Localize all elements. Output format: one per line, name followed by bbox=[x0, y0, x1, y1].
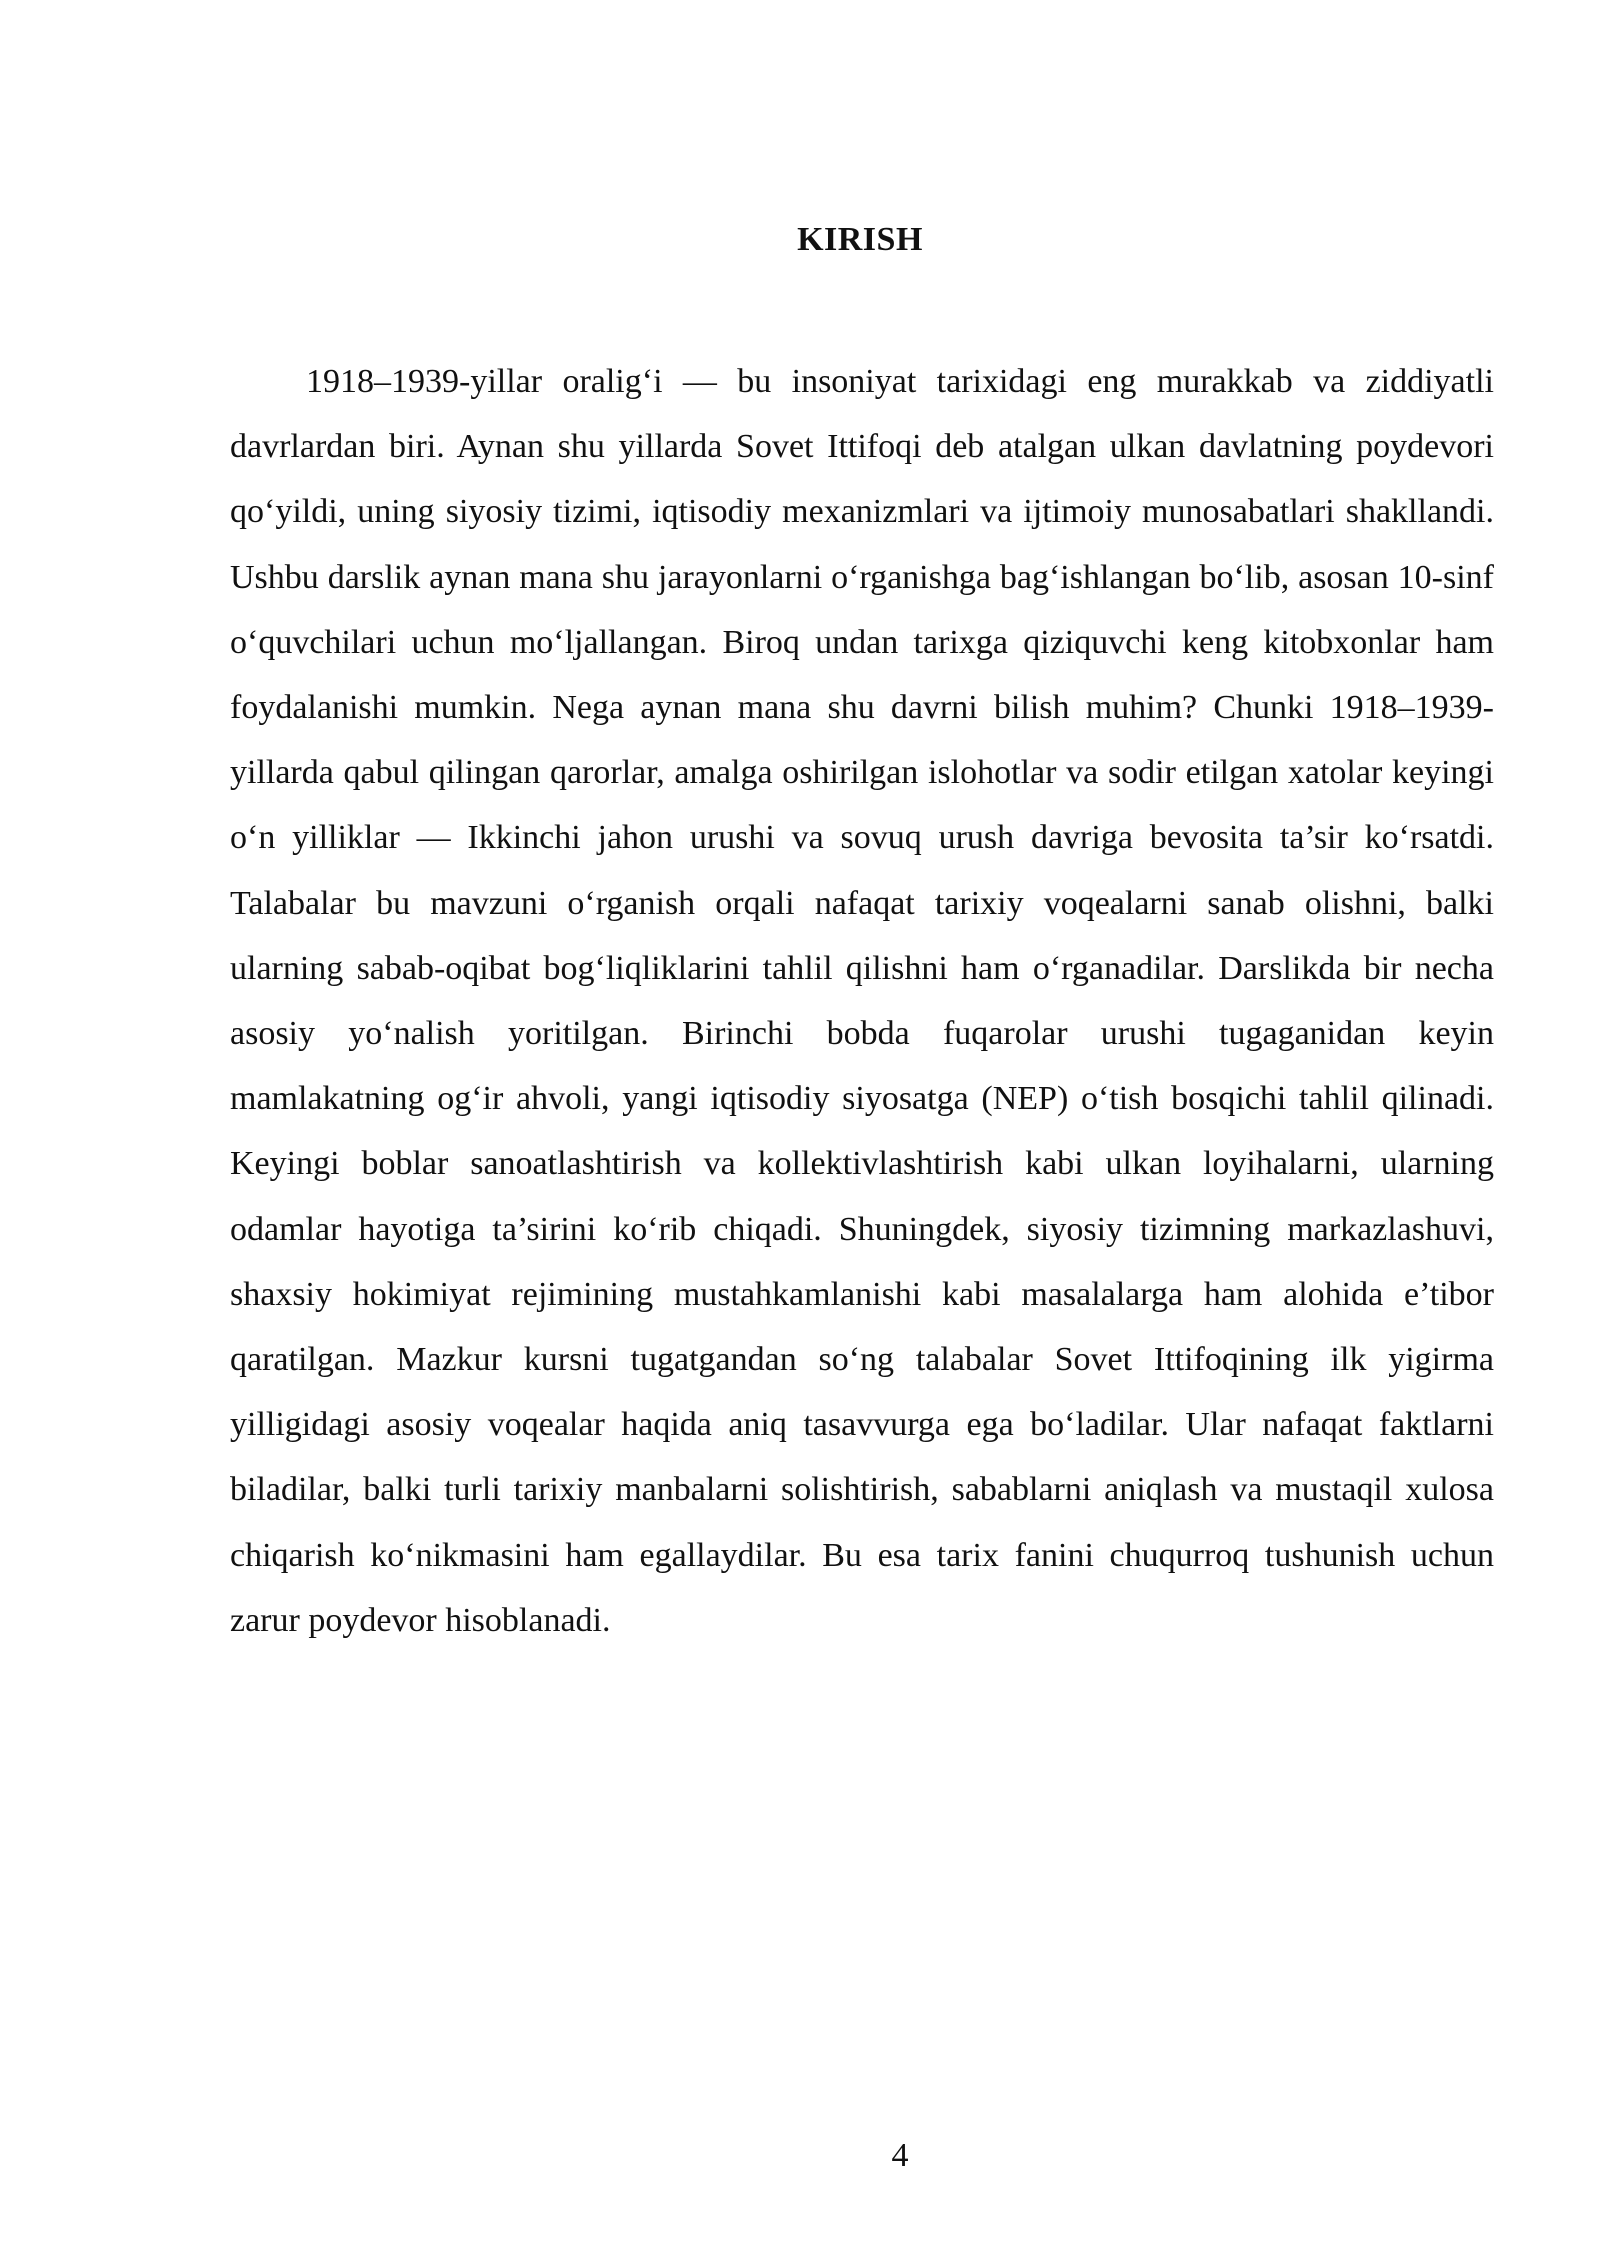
section-heading: KIRISH bbox=[797, 221, 923, 258]
body-paragraph: 1918–1939-yillar oralig‘i — bu insoniyat tarixidagi eng murakkab va ziddiyatli davrlardan biri. Aynan shu yillarda Sovet Ittifoqi deb atalgan ulkan davlatning poydevori qo‘yildi, uning siyosiy tizimi, iqtisodiy mexanizmlari va ijtimoiy munosabatlari shakllandi. Ushbu darslik aynan mana shu jarayonlarni o‘rganishga bag‘ishlangan bo‘lib, asosan 10-sinf o‘quvchilari uchun mo‘ljallangan. Biroq undan tarixga qiziquvchi keng kitobxonlar ham foydalanishi mumkin. Nega aynan mana shu davrni bilish muhim? Chunki 1918–1939-yillarda qabul qilingan qarorlar, amalga oshirilgan islohotlar va sodir etilgan xatolar keyingi o‘n yilliklar — Ikkinchi jahon urushi va sovuq urush davriga bevosita ta’sir ko‘rsatdi. Talabalar bu mavzuni o‘rganish orqali nafaqat tarixiy voqealarni sanab olishni, balki ularning sabab-oqibat bog‘liqliklarini tahlil qilishni ham o‘rganadilar. Darslikda bir necha asosiy yo‘nalish yoritilgan. Birinchi bobda fuqarolar urushi tugaganidan keyin mamlakatning og‘ir ahvoli, yangi iqtisodiy siyosatga (NEP) o‘tish bosqichi tahlil qilinadi. Keyingi boblar sanoatlashtirish va kollektivlashtirish kabi ulkan loyihalarni, ularning odamlar hayotiga ta’sirini ko‘rib chiqadi. Shuningdek, siyosiy tizimning markazlashuvi, shaxsiy hokimiyat rejimining mustahkamlanishi kabi masalalarga ham alohida e’tibor qaratilgan. Mazkur kursni tugatgandan so‘ng talabalar Sovet Ittifoqining ilk yigirma yilligidagi asosiy voqealar haqida aniq tasavvurga ega bo‘ladilar. Ular nafaqat faktlarni biladilar, balki turli tarixiy manbalarni solishtirish, sabablarni aniqlash va mustaqil xulosa chiqarish ko‘nikmasini ham egallaydilar. Bu esa tarix fanini chuqurroq tushunish uchun zarur poydevor hisoblanadi. bbox=[230, 363, 1494, 1639]
page-number: 4 bbox=[891, 2137, 909, 2174]
